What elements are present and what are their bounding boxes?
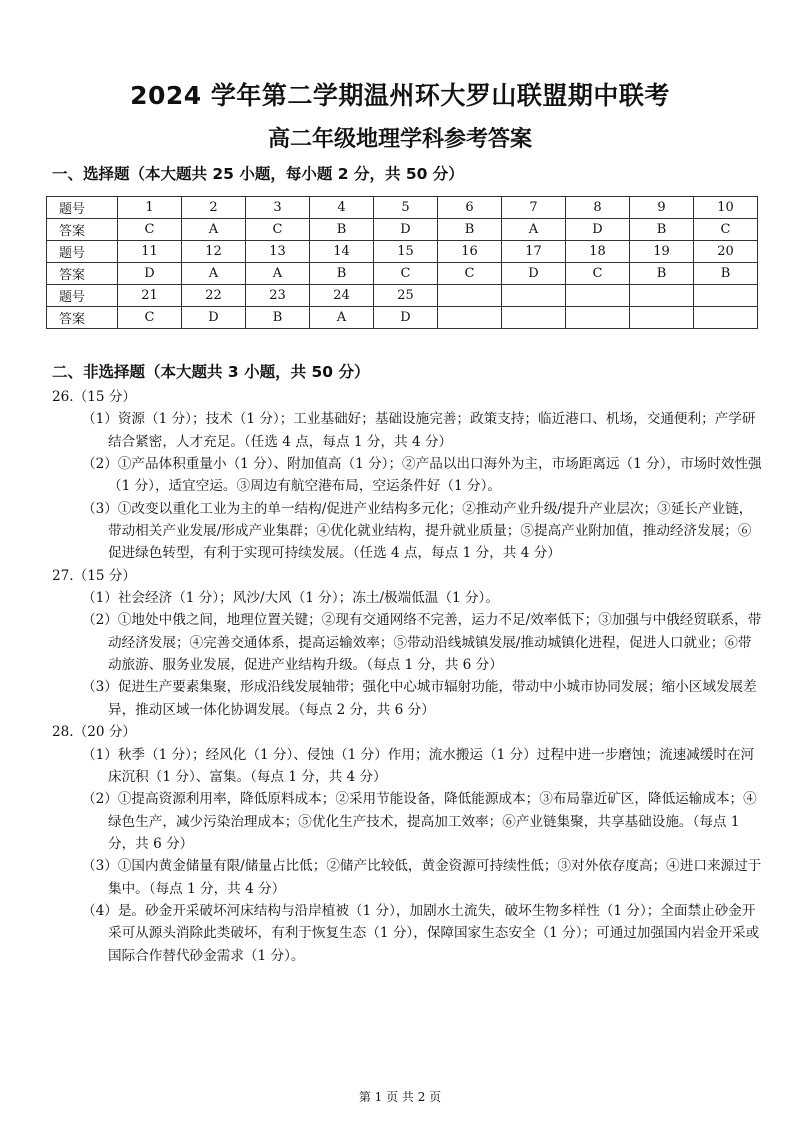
exam-subtitle: 高二年级地理学科参考答案	[267, 127, 532, 152]
answer-table-cell	[438, 285, 502, 307]
answer-table-cell: C	[566, 263, 630, 285]
answer-table-cell: 25	[374, 285, 438, 307]
answer-table-row	[47, 197, 758, 219]
answer-table-cell: C	[374, 263, 438, 285]
answer-table-row-label: 答案	[47, 307, 118, 329]
answer-table-cell: 12	[182, 241, 246, 263]
answer-table-row	[47, 263, 758, 285]
answer-table-cell: C	[118, 219, 182, 241]
question-28-part-2: （2）①提高资源利用率，降低原料成本；②采用节能设备，降低能源成本；③布局靠近矿区，降低运输成本；④绿色生产，减少污染治理成本；⑤优化生产技术，提高加工效率；⑥产业链集聚，共享基础设施。（每点 1 分，共 6 分）	[82, 791, 757, 852]
answer-table-cell: 7	[502, 197, 566, 219]
answer-table-cell: 24	[310, 285, 374, 307]
answer-table-row-label: 题号	[47, 285, 118, 307]
answer-table-row	[47, 219, 758, 241]
answer-table-row-label: 题号	[47, 241, 118, 263]
answer-table-row-label: 答案	[47, 219, 118, 241]
answer-table-cell: 21	[118, 285, 182, 307]
question-26-part-1: （1）资源（1 分）；技术（1 分）；工业基础好；基础设施完善；政策支持；临近港口、机场，交通便利；产学研结合紧密，人才充足。（任选 4 点，每点 1 分，共 4 分）	[82, 411, 756, 450]
answer-table-cell: A	[246, 263, 310, 285]
free-response-answers	[52, 386, 764, 967]
question-27-part-1: （1）社会经济（1 分）；风沙/大风（1 分）；冻土/极端低温（1 分）。	[82, 590, 499, 607]
answer-table-row	[47, 241, 758, 263]
answer-table-cell: 16	[438, 241, 502, 263]
answer-table-row	[47, 307, 758, 329]
answer-table-cell: D	[566, 219, 630, 241]
answer-table-cell: C	[694, 219, 758, 241]
answer-table-cell	[566, 285, 630, 307]
question-28-heading: 28.（20 分）	[52, 724, 137, 741]
answer-table-cell	[694, 307, 758, 329]
answer-table-cell: D	[502, 263, 566, 285]
answer-table-cell	[502, 307, 566, 329]
page-footer: 第 1 页 共 2 页	[358, 1090, 442, 1104]
question-27-heading: 27.（15 分）	[52, 567, 137, 584]
answer-table-cell	[566, 307, 630, 329]
answer-table-cell: A	[502, 219, 566, 241]
question-28-part-3: （3）①国内黄金储量有限/储量占比低；②储产比较低，黄金资源可持续性低；③对外依存度高；④进口来源过于集中。（每点 1 分，共 4 分）	[82, 858, 762, 897]
answer-table-cell: C	[246, 219, 310, 241]
multiple-choice-answer-table	[46, 196, 758, 329]
answer-table-cell: C	[438, 263, 502, 285]
answer-table-cell	[630, 307, 694, 329]
answer-table-cell: A	[182, 219, 246, 241]
section1-heading: 一、选择题（本大题共 25 小题，每小题 2 分，共 50 分）	[52, 165, 464, 183]
answer-table-cell: B	[630, 263, 694, 285]
answer-table-cell	[694, 285, 758, 307]
answer-table-cell: 3	[246, 197, 310, 219]
answer-table-cell: B	[310, 219, 374, 241]
answer-table-cell	[438, 307, 502, 329]
question-26-part-3: （3）①改变以重化工业为主的单一结构/促进产业结构多元化；②推动产业升级/提升产业层次；③延长产业链，带动相关产业发展/形成产业集群；④优化就业结构，提升就业质量；⑤提高产业附加值，推动经济发展；⑥促进绿色转型，有利于实现可持续发展。（任选 4 点，每点 1 分，共 4 分）	[82, 500, 753, 562]
answer-table-cell: D	[182, 307, 246, 329]
answer-table-cell: 22	[182, 285, 246, 307]
answer-table-cell: A	[310, 307, 374, 329]
answer-table-cell: C	[118, 307, 182, 329]
answer-table-cell: 17	[502, 241, 566, 263]
answer-table-cell: B	[694, 263, 758, 285]
answer-table-cell: 19	[630, 241, 694, 263]
answer-table-row	[47, 285, 758, 307]
answer-table-cell: D	[118, 263, 182, 285]
answer-table-cell: 6	[438, 197, 502, 219]
answer-table-cell: B	[310, 263, 374, 285]
exam-title: 2024 学年第二学期温州环大罗山联盟期中联考	[130, 81, 670, 110]
answer-table-cell: 15	[374, 241, 438, 263]
answer-table-row-label: 答案	[47, 263, 118, 285]
answer-table-row-label: 题号	[47, 197, 118, 219]
section2-heading: 二、非选择题（本大题共 3 小题，共 50 分）	[52, 363, 370, 381]
answer-table-cell: A	[182, 263, 246, 285]
answer-table-cell: 14	[310, 241, 374, 263]
question-26-heading: 26.（15 分）	[52, 389, 137, 405]
answer-table-cell: 5	[374, 197, 438, 219]
answer-table-cell	[502, 285, 566, 307]
question-28-part-1: （1）秋季（1 分）；经风化（1 分）、侵蚀（1 分）作用；流水搬运（1 分）过程中进一步磨蚀；流速减缓时在河床沉积（1 分）、富集。（每点 1 分，共 4 分）	[82, 746, 755, 785]
answer-table-cell: B	[246, 307, 310, 329]
answer-table-cell: B	[438, 219, 502, 241]
answer-table-cell: 10	[694, 197, 758, 219]
answer-table-cell: 20	[694, 241, 758, 263]
answer-table-cell: 8	[566, 197, 630, 219]
answer-table-cell: 11	[118, 241, 182, 263]
question-27-part-2: （2）①地处中俄之间，地理位置关键；②现有交通网络不完善，运力不足/效率低下；③加强与中俄经贸联系，带动经济发展；④完善交通体系，提高运输效率；⑤带动沿线城镇发展/推动城镇化进程，促进人口就业；⑥带动旅游、服务业发展，促进产业结构升级。（每点 1 分，共 6 分）	[82, 612, 762, 674]
answer-table-cell: 1	[118, 197, 182, 219]
question-27-part-3: （3）促进生产要素集聚，形成沿线发展轴带；强化中心城市辐射功能，带动中小城市协同发展；缩小区域发展差异，推动区域一体化协调发展。（每点 2 分，共 6 分）	[82, 679, 757, 718]
question-26-part-2: （2）①产品体积重量小（1 分）、附加值高（1 分）；②产品以出口海外为主，市场距离远（1 分），市场时效性强（1 分），适宜空运。③周边有航空港布局，空运条件好（1 分）。	[82, 456, 762, 495]
answer-table-cell	[630, 285, 694, 307]
answer-table-cell: B	[630, 219, 694, 241]
answer-table-cell: 23	[246, 285, 310, 307]
answer-table-cell: 13	[246, 241, 310, 263]
answer-table-cell: 2	[182, 197, 246, 219]
answer-table-cell: D	[374, 307, 438, 329]
answer-table-cell: 9	[630, 197, 694, 219]
answer-table-cell: 18	[566, 241, 630, 263]
answer-table-cell: D	[374, 219, 438, 241]
answer-table-cell: 4	[310, 197, 374, 219]
question-28-part-4: （4）是。砂金开采破坏河床结构与沿岸植被（1 分），加剧水土流失，破坏生物多样性（1 分）；全面禁止砂金开采可从源头消除此类破坏，有利于恢复生态（1 分），保障国家生态安全（1 分）；可通过加强国内岩金开采或国际合作替代砂金需求（1 分）。	[82, 902, 760, 964]
